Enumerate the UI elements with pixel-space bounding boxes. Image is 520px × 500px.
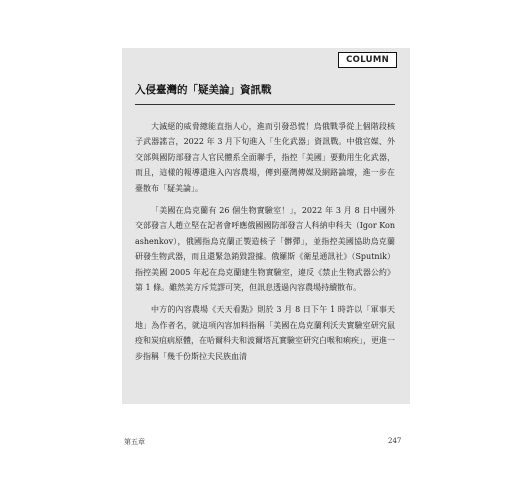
page-number: 247 [388, 437, 402, 445]
chapter-label: 第五章 [124, 438, 145, 446]
paragraph: 中方的內容農場《天天看點》則於 3 月 8 日下午 1 時許以「軍事天地」為作者名，就這項內容加料指稱「美國在烏克蘭利沃夫實驗室研究鼠疫和炭疽病原體，在哈爾科夫和波爾塔瓦實驗室研究白喉和痢疾」，更進一步指稱「幾千份斯拉夫民族血清 [135, 305, 395, 361]
paragraph: 「美國在烏克蘭有 26 個生物實驗室！」，2022 年 3 月 8 日中國外交部發言人趙立堅在記者會呼應俄國國防部發言人科納申科夫（Igor Konashenkov），俄國指烏克蘭正製造核子「髒彈」，並指控美國協助烏克蘭研發生物武器，而且還緊急銷毀證據。俄羅斯《衛星通訊社》（Sputnik）指控美國 2005 年起在烏克蘭建生物實驗室，違反《禁止生物武器公約》第 1 條。雖然美方斥荒謬可笑，但訊息透過內容農場持續散布。 [135, 206, 395, 293]
column-badge: COLUMN [338, 52, 397, 68]
column-panel [122, 48, 410, 404]
title-divider [135, 104, 395, 105]
column-title: 入侵臺灣的「疑美論」資訊戰 [135, 84, 272, 96]
paragraph: 大滅絕的威脅總能直指人心，進而引發恐慌！烏俄戰爭從上個階段核子武器謠言，2022 年 3 月下旬進入「生化武器」資訊戰。中俄官媒、外交部與國防部發言人官民體系全面聯手，指控「美國」要動用生化武器，而且，這樣的報導還進入內容農場，傳到臺灣傳媒及網路論壇，進一步在臺散布「疑美論」。 [135, 122, 395, 193]
column-body [135, 119, 395, 371]
